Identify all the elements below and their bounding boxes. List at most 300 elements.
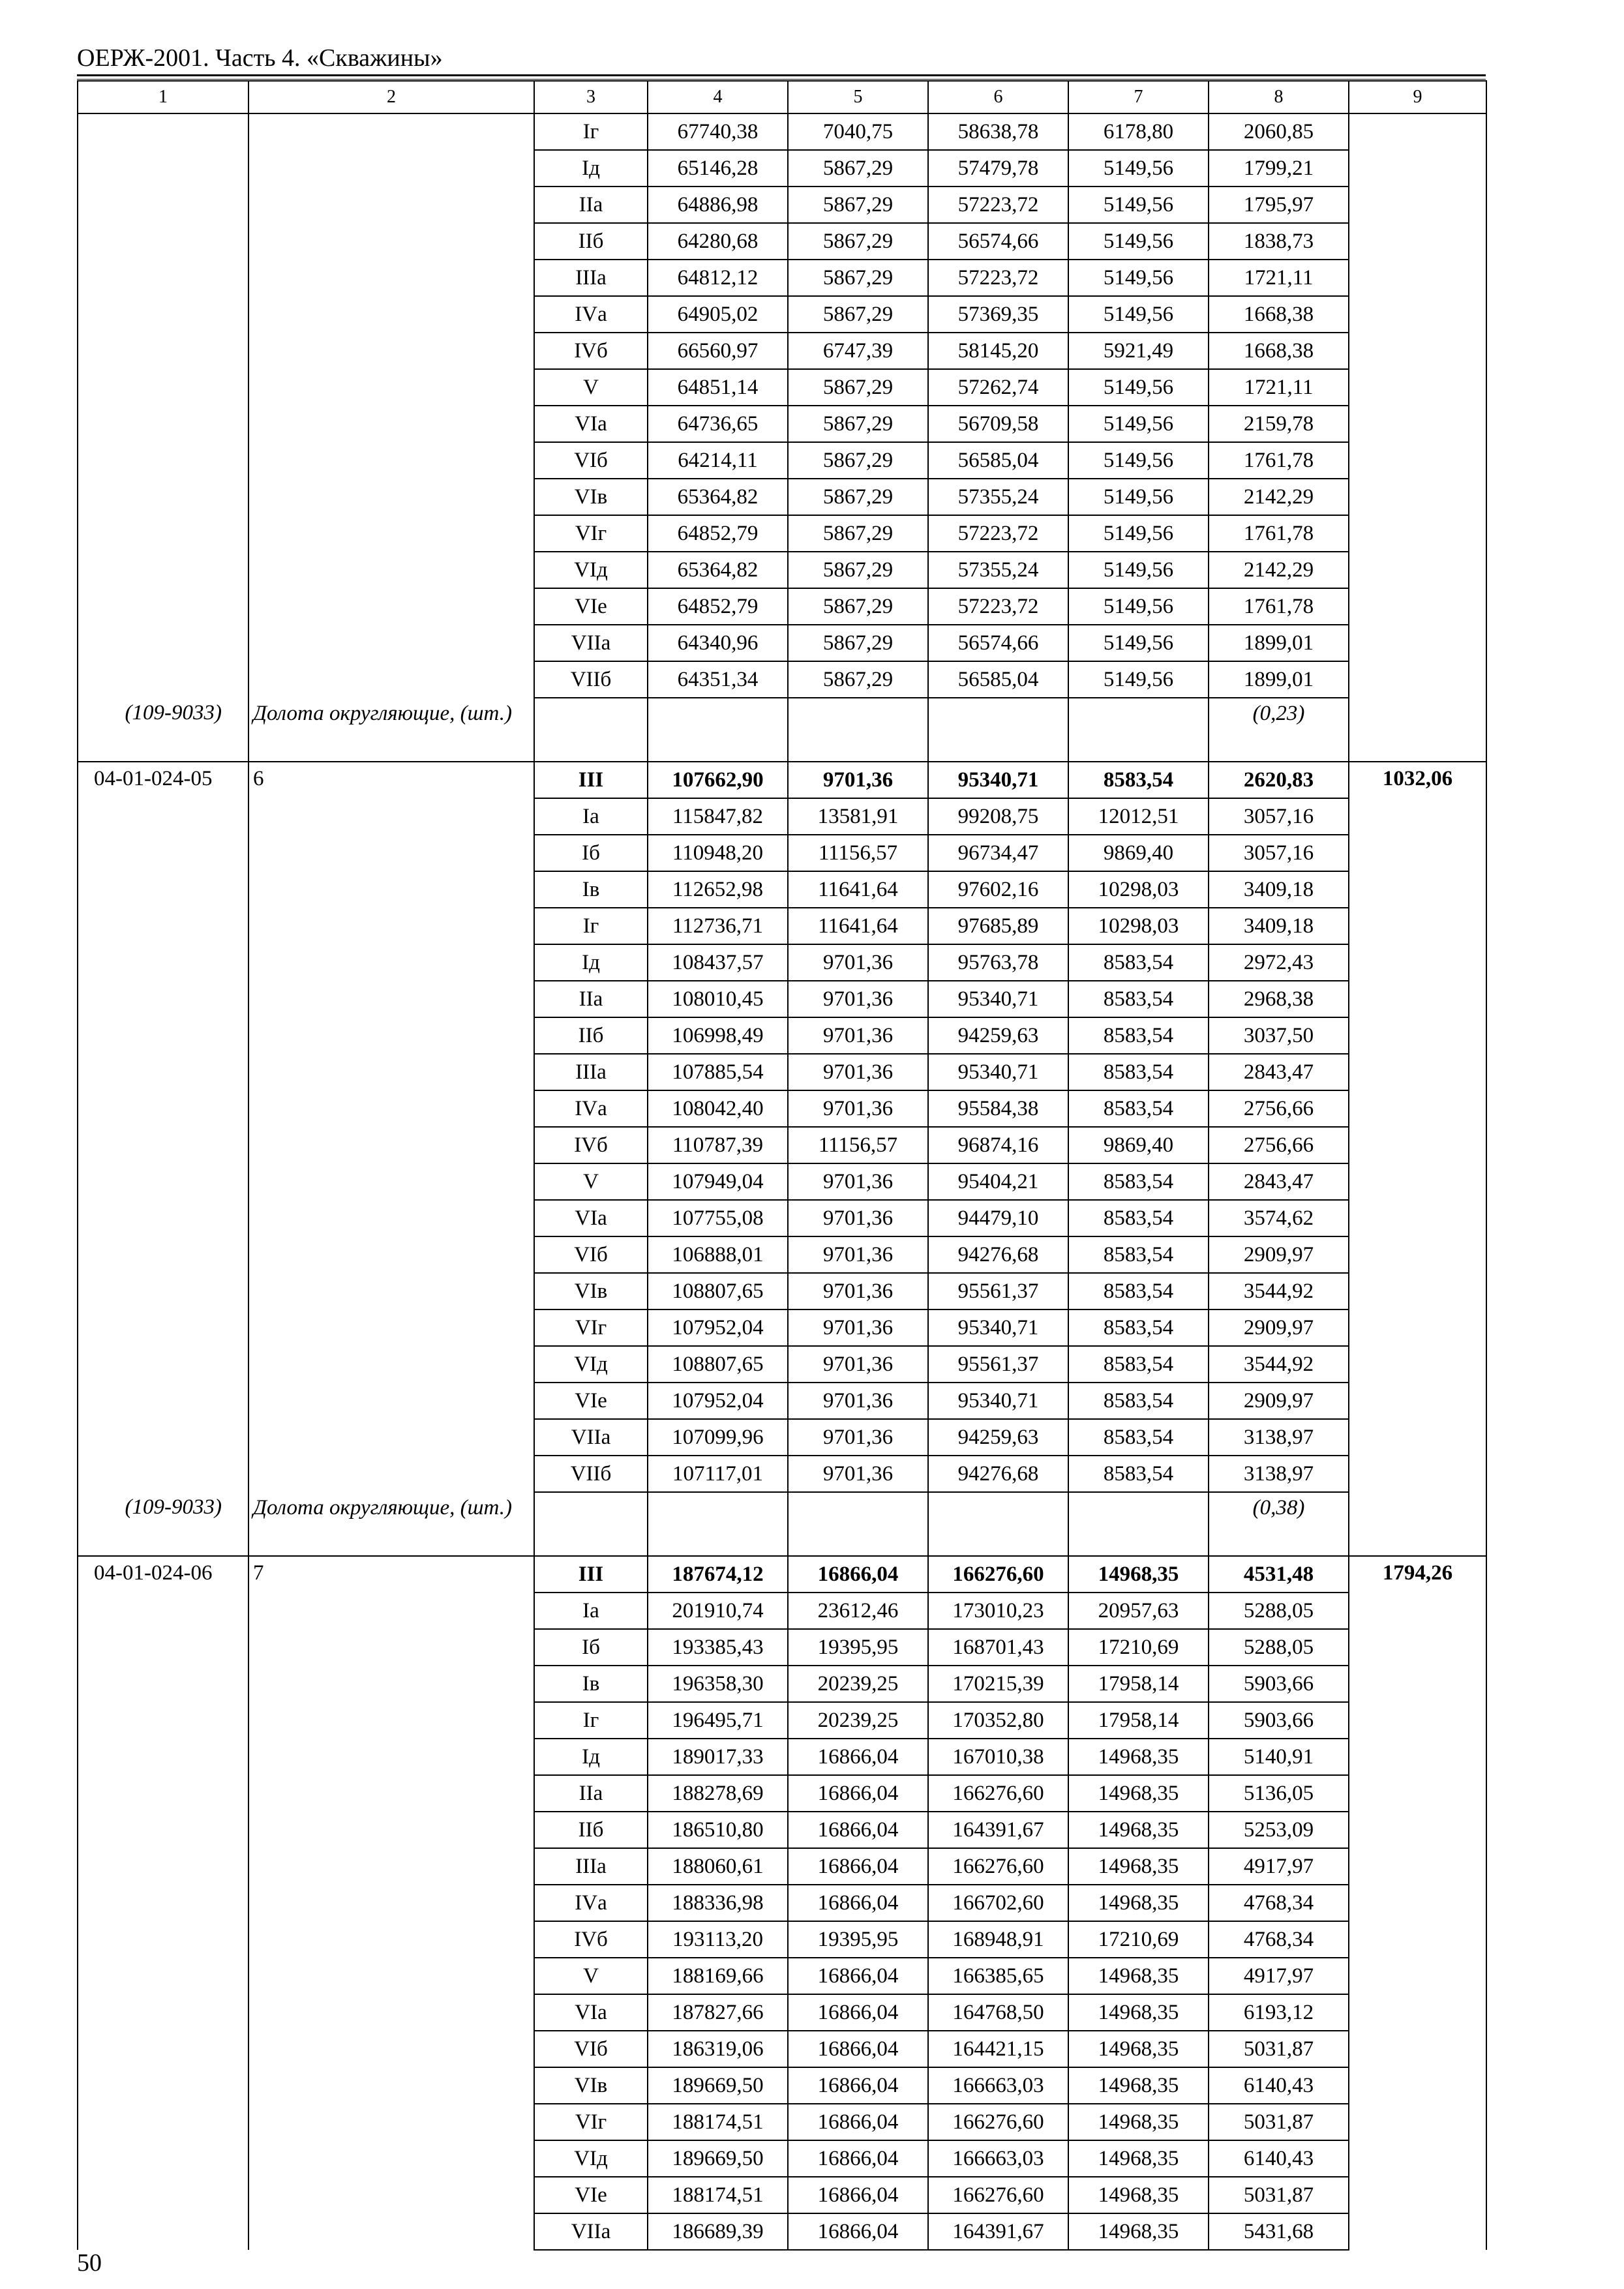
value-cell: 64852,79 xyxy=(648,515,788,552)
value-cell: 16866,04 xyxy=(788,1885,928,1921)
value-cell: 95340,71 xyxy=(928,1054,1068,1090)
value-cell: 166276,60 xyxy=(928,1775,1068,1812)
value-cell: 14968,35 xyxy=(1068,2067,1209,2104)
value-cell: 186510,80 xyxy=(648,1812,788,1848)
value-cell: 5031,87 xyxy=(1209,2104,1349,2140)
value-cell: 97602,16 xyxy=(928,871,1068,908)
value-cell: Iб xyxy=(534,835,648,871)
value-cell: 187827,66 xyxy=(648,1994,788,2031)
material-row xyxy=(78,698,1486,762)
value-cell: 2843,47 xyxy=(1209,1054,1349,1090)
value-cell: 95763,78 xyxy=(928,944,1068,981)
value-cell: 5149,56 xyxy=(1068,661,1209,698)
value-cell: 57223,72 xyxy=(928,515,1068,552)
value-cell: VIIа xyxy=(534,1419,648,1456)
value-cell: 11156,57 xyxy=(788,1127,928,1163)
value-cell: 5903,66 xyxy=(1209,1702,1349,1739)
value-cell: 14968,35 xyxy=(1068,2213,1209,2250)
value-cell: 57223,72 xyxy=(928,187,1068,223)
value-cell: 107885,54 xyxy=(648,1054,788,1090)
value-cell: 107755,08 xyxy=(648,1200,788,1236)
value-cell: Iг xyxy=(534,1702,648,1739)
value-cell: 9701,36 xyxy=(788,944,928,981)
value-cell: 65364,82 xyxy=(648,552,788,588)
value-cell: 8583,54 xyxy=(1068,981,1209,1017)
value-cell: 166276,60 xyxy=(928,1848,1068,1885)
value-cell: 9701,36 xyxy=(788,762,928,798)
value-cell: VIIб xyxy=(534,1456,648,1492)
value-cell: 5136,05 xyxy=(1209,1775,1349,1812)
value-cell: 9701,36 xyxy=(788,1054,928,1090)
value-cell: 2142,29 xyxy=(1209,479,1349,515)
col9-cell xyxy=(1349,113,1486,762)
value-cell: 115847,82 xyxy=(648,798,788,835)
value-cell: 107117,01 xyxy=(648,1456,788,1492)
value-cell: 5149,56 xyxy=(1068,187,1209,223)
value-cell: 7040,75 xyxy=(788,113,928,150)
value-cell: 110787,39 xyxy=(648,1127,788,1163)
value-cell: 166276,60 xyxy=(928,2177,1068,2213)
value-cell: 14968,35 xyxy=(1068,1812,1209,1848)
value-cell: 189017,33 xyxy=(648,1739,788,1775)
value-cell: 14968,35 xyxy=(1068,1739,1209,1775)
value-cell: 1799,21 xyxy=(1209,150,1349,187)
value-cell: 16866,04 xyxy=(788,1848,928,1885)
value-cell: 166702,60 xyxy=(928,1885,1068,1921)
value-cell: 5867,29 xyxy=(788,260,928,296)
value-cell: 5867,29 xyxy=(788,661,928,698)
material-name: Долота округляющие, (шт.) xyxy=(248,698,534,762)
value-cell: 8583,54 xyxy=(1068,1456,1209,1492)
value-cell: 186689,39 xyxy=(648,2213,788,2250)
value-cell: Iв xyxy=(534,871,648,908)
value-cell: 170215,39 xyxy=(928,1666,1068,1702)
value-cell: VIд xyxy=(534,2140,648,2177)
value-cell: VIв xyxy=(534,479,648,515)
value-cell: 64736,65 xyxy=(648,406,788,442)
material-row xyxy=(78,1492,1486,1556)
value-cell: 16866,04 xyxy=(788,2140,928,2177)
value-cell: 2909,97 xyxy=(1209,1383,1349,1419)
value-cell: 5903,66 xyxy=(1209,1666,1349,1702)
value-cell: 64851,14 xyxy=(648,369,788,406)
value-cell: 196495,71 xyxy=(648,1702,788,1739)
value-cell: 64280,68 xyxy=(648,223,788,260)
value-cell: 9701,36 xyxy=(788,981,928,1017)
value-cell: 108042,40 xyxy=(648,1090,788,1127)
value-cell: 95561,37 xyxy=(928,1273,1068,1309)
value-cell: 4768,34 xyxy=(1209,1921,1349,1958)
value-cell: 168948,91 xyxy=(928,1921,1068,1958)
value-cell: 188174,51 xyxy=(648,2177,788,2213)
page-number: 50 xyxy=(77,2249,102,2277)
value-cell: 5867,29 xyxy=(788,552,928,588)
value-cell: 64886,98 xyxy=(648,187,788,223)
value-cell: 57355,24 xyxy=(928,479,1068,515)
value-cell: 188169,66 xyxy=(648,1958,788,1994)
value-cell: 13581,91 xyxy=(788,798,928,835)
col9-cell: 1032,06 xyxy=(1349,762,1486,1556)
value-cell: 5867,29 xyxy=(788,187,928,223)
column-number: 9 xyxy=(1349,81,1486,113)
value-cell: VIд xyxy=(534,552,648,588)
value-cell: 11156,57 xyxy=(788,835,928,871)
value-cell: 4917,97 xyxy=(1209,1958,1349,1994)
value-cell: 9701,36 xyxy=(788,1200,928,1236)
value-cell: 2968,38 xyxy=(1209,981,1349,1017)
value-cell: VIв xyxy=(534,1273,648,1309)
value-cell: 107662,90 xyxy=(648,762,788,798)
value-cell: VIб xyxy=(534,1236,648,1273)
value-cell: 17958,14 xyxy=(1068,1702,1209,1739)
value-cell: 8583,54 xyxy=(1068,1236,1209,1273)
value-cell: 3037,50 xyxy=(1209,1017,1349,1054)
value-cell: 5867,29 xyxy=(788,406,928,442)
value-cell: IIIа xyxy=(534,260,648,296)
value-cell: 17958,14 xyxy=(1068,1666,1209,1702)
value-cell: 95561,37 xyxy=(928,1346,1068,1383)
empty-cell xyxy=(1068,1492,1209,1556)
value-cell: 1899,01 xyxy=(1209,661,1349,698)
value-cell: 189669,50 xyxy=(648,2140,788,2177)
value-cell: 1668,38 xyxy=(1209,296,1349,333)
value-cell: 5867,29 xyxy=(788,588,928,625)
value-cell: 110948,20 xyxy=(648,835,788,871)
value-cell: 1761,78 xyxy=(1209,442,1349,479)
value-cell: 167010,38 xyxy=(928,1739,1068,1775)
value-cell: 65146,28 xyxy=(648,150,788,187)
value-cell: 2843,47 xyxy=(1209,1163,1349,1200)
value-cell: IIа xyxy=(534,1775,648,1812)
value-cell: 196358,30 xyxy=(648,1666,788,1702)
value-cell: IIа xyxy=(534,981,648,1017)
value-cell: 16866,04 xyxy=(788,2031,928,2067)
value-cell: 106888,01 xyxy=(648,1236,788,1273)
value-cell: IVа xyxy=(534,296,648,333)
value-cell: 164421,15 xyxy=(928,2031,1068,2067)
value-cell: 5149,56 xyxy=(1068,515,1209,552)
value-cell: 1721,11 xyxy=(1209,260,1349,296)
page-header: ОЕРЖ-2001. Часть 4. «Скважины» xyxy=(77,44,443,72)
value-cell: VIIб xyxy=(534,661,648,698)
value-cell: VIв xyxy=(534,2067,648,2104)
value-cell: VIг xyxy=(534,515,648,552)
value-cell: IIб xyxy=(534,223,648,260)
value-cell: 17210,69 xyxy=(1068,1629,1209,1666)
value-cell: 57262,74 xyxy=(928,369,1068,406)
value-cell: 108010,45 xyxy=(648,981,788,1017)
value-cell: 168701,43 xyxy=(928,1629,1068,1666)
value-cell: 14968,35 xyxy=(1068,1885,1209,1921)
code-cell xyxy=(78,113,248,698)
value-cell: 14968,35 xyxy=(1068,2140,1209,2177)
value-cell: 108437,57 xyxy=(648,944,788,981)
empty-cell xyxy=(788,1492,928,1556)
empty-cell xyxy=(534,698,648,762)
value-cell: 14968,35 xyxy=(1068,1848,1209,1885)
value-cell: 94276,68 xyxy=(928,1456,1068,1492)
value-cell: 5288,05 xyxy=(1209,1629,1349,1666)
value-cell: 11641,64 xyxy=(788,908,928,944)
empty-cell xyxy=(928,698,1068,762)
value-cell: 5867,29 xyxy=(788,442,928,479)
value-cell: 95584,38 xyxy=(928,1090,1068,1127)
value-cell: 14968,35 xyxy=(1068,1775,1209,1812)
value-cell: 8583,54 xyxy=(1068,1383,1209,1419)
table-row xyxy=(78,113,1486,150)
value-cell: 5921,49 xyxy=(1068,333,1209,369)
value-cell: III xyxy=(534,1556,648,1593)
value-cell: 188174,51 xyxy=(648,2104,788,2140)
value-cell: 9869,40 xyxy=(1068,1127,1209,1163)
value-cell: 166276,60 xyxy=(928,2104,1068,2140)
value-cell: 23612,46 xyxy=(788,1593,928,1629)
value-cell: 14968,35 xyxy=(1068,1556,1209,1593)
value-cell: 66560,97 xyxy=(648,333,788,369)
value-cell: 8583,54 xyxy=(1068,944,1209,981)
value-cell: IVа xyxy=(534,1090,648,1127)
value-cell: 5149,56 xyxy=(1068,588,1209,625)
main-row xyxy=(78,1556,1486,1593)
value-cell: Iа xyxy=(534,798,648,835)
value-cell: Iг xyxy=(534,908,648,944)
value-cell: 170352,80 xyxy=(928,1702,1068,1739)
material-value: (0,38) xyxy=(1209,1492,1349,1556)
value-cell: Iд xyxy=(534,944,648,981)
value-cell: 64812,12 xyxy=(648,260,788,296)
value-cell: 112652,98 xyxy=(648,871,788,908)
value-cell: 5288,05 xyxy=(1209,1593,1349,1629)
value-cell: Iа xyxy=(534,1593,648,1629)
value-cell: 14968,35 xyxy=(1068,1994,1209,2031)
value-cell: 4768,34 xyxy=(1209,1885,1349,1921)
value-cell: 16866,04 xyxy=(788,2213,928,2250)
value-cell: 3574,62 xyxy=(1209,1200,1349,1236)
value-cell: 2909,97 xyxy=(1209,1309,1349,1346)
value-cell: 2142,29 xyxy=(1209,552,1349,588)
value-cell: 2909,97 xyxy=(1209,1236,1349,1273)
value-cell: 5149,56 xyxy=(1068,479,1209,515)
value-cell: 5140,91 xyxy=(1209,1739,1349,1775)
column-number: 3 xyxy=(534,81,648,113)
value-cell: 95340,71 xyxy=(928,981,1068,1017)
header-rule-thin xyxy=(77,79,1486,80)
value-cell: 106998,49 xyxy=(648,1017,788,1054)
position-cell xyxy=(248,113,534,698)
value-cell: 9701,36 xyxy=(788,1017,928,1054)
column-number: 4 xyxy=(648,81,788,113)
col9-cell: 1794,26 xyxy=(1349,1556,1486,2250)
value-cell: 5253,09 xyxy=(1209,1812,1349,1848)
value-cell: 9869,40 xyxy=(1068,835,1209,871)
table-body xyxy=(78,81,1486,2250)
position-cell: 6 xyxy=(248,762,534,1492)
value-cell: Iв xyxy=(534,1666,648,1702)
value-cell: 3057,16 xyxy=(1209,798,1349,835)
value-cell: 5867,29 xyxy=(788,296,928,333)
value-cell: VIд xyxy=(534,1346,648,1383)
value-cell: 58145,20 xyxy=(928,333,1068,369)
value-cell: 166276,60 xyxy=(928,1556,1068,1593)
value-cell: 10298,03 xyxy=(1068,871,1209,908)
value-cell: 5031,87 xyxy=(1209,2177,1349,2213)
value-cell: 8583,54 xyxy=(1068,762,1209,798)
value-cell: 1721,11 xyxy=(1209,369,1349,406)
value-cell: IIа xyxy=(534,187,648,223)
value-cell: 19395,95 xyxy=(788,1629,928,1666)
value-cell: 164768,50 xyxy=(928,1994,1068,2031)
value-cell: 5149,56 xyxy=(1068,296,1209,333)
value-cell: 3409,18 xyxy=(1209,908,1349,944)
value-cell: 5149,56 xyxy=(1068,369,1209,406)
value-cell: 9701,36 xyxy=(788,1456,928,1492)
value-cell: 16866,04 xyxy=(788,2104,928,2140)
value-cell: 6140,43 xyxy=(1209,2140,1349,2177)
value-cell: 8583,54 xyxy=(1068,1200,1209,1236)
value-cell: 16866,04 xyxy=(788,1556,928,1593)
value-cell: 56585,04 xyxy=(928,661,1068,698)
value-cell: 56574,66 xyxy=(928,625,1068,661)
value-cell: 166663,03 xyxy=(928,2067,1068,2104)
value-cell: 97685,89 xyxy=(928,908,1068,944)
value-cell: IIб xyxy=(534,1017,648,1054)
value-cell: 108807,65 xyxy=(648,1273,788,1309)
value-cell: 8583,54 xyxy=(1068,1273,1209,1309)
value-cell: 8583,54 xyxy=(1068,1163,1209,1200)
value-cell: 6747,39 xyxy=(788,333,928,369)
value-cell: 96874,16 xyxy=(928,1127,1068,1163)
value-cell: 5149,56 xyxy=(1068,150,1209,187)
value-cell: IIIа xyxy=(534,1054,648,1090)
empty-cell xyxy=(1068,698,1209,762)
material-value: (0,23) xyxy=(1209,698,1349,762)
value-cell: 107952,04 xyxy=(648,1309,788,1346)
value-cell: 3138,97 xyxy=(1209,1456,1349,1492)
value-cell: IVб xyxy=(534,1921,648,1958)
column-number: 8 xyxy=(1209,81,1349,113)
value-cell: 56709,58 xyxy=(928,406,1068,442)
value-cell: 95340,71 xyxy=(928,1383,1068,1419)
value-cell: 57369,35 xyxy=(928,296,1068,333)
value-cell: 187674,12 xyxy=(648,1556,788,1593)
value-cell: 20239,25 xyxy=(788,1702,928,1739)
value-cell: 3057,16 xyxy=(1209,835,1349,871)
value-cell: 1795,97 xyxy=(1209,187,1349,223)
value-cell: III xyxy=(534,762,648,798)
value-cell: 6140,43 xyxy=(1209,2067,1349,2104)
column-number: 1 xyxy=(78,81,248,113)
value-cell: 5867,29 xyxy=(788,515,928,552)
value-cell: 95340,71 xyxy=(928,762,1068,798)
value-cell: 107952,04 xyxy=(648,1383,788,1419)
value-cell: 1838,73 xyxy=(1209,223,1349,260)
value-cell: 188278,69 xyxy=(648,1775,788,1812)
value-cell: 96734,47 xyxy=(928,835,1068,871)
value-cell: 5149,56 xyxy=(1068,406,1209,442)
value-cell: Iг xyxy=(534,113,648,150)
value-cell: 9701,36 xyxy=(788,1090,928,1127)
value-cell: 1899,01 xyxy=(1209,625,1349,661)
value-cell: 56574,66 xyxy=(928,223,1068,260)
value-cell: 64351,34 xyxy=(648,661,788,698)
material-code: (109-9033) xyxy=(78,698,248,762)
value-cell: 193385,43 xyxy=(648,1629,788,1666)
value-cell: 3409,18 xyxy=(1209,871,1349,908)
value-cell: 94276,68 xyxy=(928,1236,1068,1273)
value-cell: 173010,23 xyxy=(928,1593,1068,1629)
value-cell: 57223,72 xyxy=(928,588,1068,625)
value-cell: 16866,04 xyxy=(788,2067,928,2104)
value-cell: IVа xyxy=(534,1885,648,1921)
value-cell: 8583,54 xyxy=(1068,1309,1209,1346)
value-cell: VIе xyxy=(534,1383,648,1419)
column-number: 5 xyxy=(788,81,928,113)
value-cell: VIIа xyxy=(534,2213,648,2250)
value-cell: 2756,66 xyxy=(1209,1127,1349,1163)
value-cell: 112736,71 xyxy=(648,908,788,944)
value-cell: 108807,65 xyxy=(648,1346,788,1383)
value-cell: 8583,54 xyxy=(1068,1090,1209,1127)
material-name: Долота округляющие, (шт.) xyxy=(248,1492,534,1556)
value-cell: 14968,35 xyxy=(1068,2104,1209,2140)
value-cell: 2972,43 xyxy=(1209,944,1349,981)
value-cell: 56585,04 xyxy=(928,442,1068,479)
value-cell: 64852,79 xyxy=(648,588,788,625)
value-cell: 8583,54 xyxy=(1068,1054,1209,1090)
empty-cell xyxy=(534,1492,648,1556)
value-cell: 9701,36 xyxy=(788,1346,928,1383)
value-cell: 107099,96 xyxy=(648,1419,788,1456)
material-code: (109-9033) xyxy=(78,1492,248,1556)
value-cell: 16866,04 xyxy=(788,1958,928,1994)
value-cell: IVб xyxy=(534,1127,648,1163)
value-cell: IVб xyxy=(534,333,648,369)
value-cell: VIа xyxy=(534,1994,648,2031)
value-cell: 107949,04 xyxy=(648,1163,788,1200)
value-cell: 2060,85 xyxy=(1209,113,1349,150)
column-number-row xyxy=(78,81,1486,113)
empty-cell xyxy=(648,698,788,762)
value-cell: 67740,38 xyxy=(648,113,788,150)
value-cell: 16866,04 xyxy=(788,1994,928,2031)
value-cell: 4531,48 xyxy=(1209,1556,1349,1593)
value-cell: 5867,29 xyxy=(788,479,928,515)
value-cell: 8583,54 xyxy=(1068,1017,1209,1054)
value-cell: 58638,78 xyxy=(928,113,1068,150)
value-cell: 16866,04 xyxy=(788,1812,928,1848)
value-cell: 164391,67 xyxy=(928,1812,1068,1848)
value-cell: 9701,36 xyxy=(788,1383,928,1419)
value-cell: 9701,36 xyxy=(788,1163,928,1200)
value-cell: VIе xyxy=(534,588,648,625)
main-row xyxy=(78,762,1486,798)
value-cell: 12012,51 xyxy=(1068,798,1209,835)
value-cell: 5431,68 xyxy=(1209,2213,1349,2250)
value-cell: 94479,10 xyxy=(928,1200,1068,1236)
value-cell: 5149,56 xyxy=(1068,442,1209,479)
code-cell: 04-01-024-06 xyxy=(78,1556,248,2250)
value-cell: VIб xyxy=(534,442,648,479)
value-cell: Iд xyxy=(534,1739,648,1775)
value-cell: 2756,66 xyxy=(1209,1090,1349,1127)
value-cell: 3138,97 xyxy=(1209,1419,1349,1456)
empty-cell xyxy=(788,698,928,762)
position-cell: 7 xyxy=(248,1556,534,2250)
value-cell: VIа xyxy=(534,406,648,442)
value-cell: VIб xyxy=(534,2031,648,2067)
column-number: 7 xyxy=(1068,81,1209,113)
value-cell: 188336,98 xyxy=(648,1885,788,1921)
